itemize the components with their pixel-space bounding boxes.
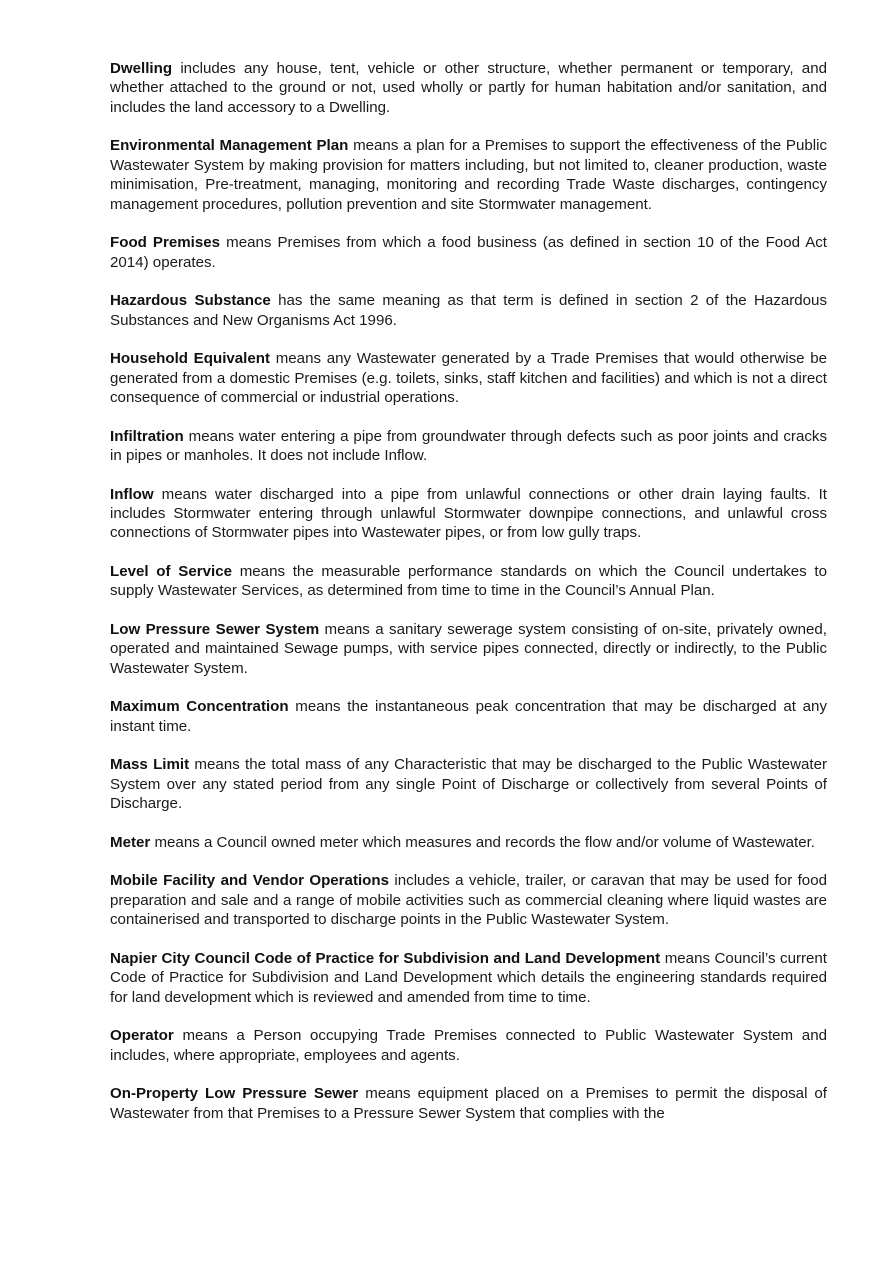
- definition-text: means equipment placed on a Premises to permit the disposal of Wastewater from that Premises to a Pressure Sewer System that complies with the: [110, 1085, 827, 1122]
- definition-term: Inflow: [110, 485, 154, 503]
- definition-mass-limit: [110, 755, 827, 813]
- definition-term: Mass Limit: [110, 756, 190, 774]
- definition-text: has the same meaning as that term is defined in section 2 of the Hazardous Substances and New Organisms Act 1996.: [110, 292, 827, 329]
- definition-hazardous-substance: [110, 291, 827, 330]
- definition-text: means water entering a pipe from groundwater through defects such as poor joints and cracks in pipes or manholes. It does not include Inflow.: [110, 427, 827, 465]
- definition-text: means a plan for a Premises to support the effectiveness of the Public Wastewater System by making provision for matters including, but not limited to, cleaner production, waste minimisation, Pre-treatment, managing, monitoring and recording Trade Waste discharges, contingency management procedures, pollution prevention and site Stormwater management.: [110, 137, 828, 213]
- definition-term: Maximum Concentration: [110, 698, 289, 716]
- definition-text: means Premises from which a food business (as defined in section 10 of the Food Act 2014) operates.: [110, 234, 828, 271]
- definition-text: means the total mass of any Characteristic that may be discharged to the Public Wastewater System over any stated period from any single Point of Discharge or collectively from several Points of Discharge.: [110, 756, 827, 813]
- definition-term: Infiltration: [110, 427, 184, 445]
- definition-term: Meter: [110, 833, 151, 851]
- definition-term: Napier City Council Code of Practice for Subdivision and Land Development: [110, 949, 661, 967]
- definition-term: Dwelling: [110, 60, 173, 77]
- definition-text: means a Council owned meter which measures and records the flow and/or volume of Wastewater.: [150, 833, 815, 851]
- definition-term: Environmental Management Plan: [110, 137, 349, 155]
- definition-operator: [110, 1026, 827, 1065]
- definition-low-pressure-sewer-system: [110, 620, 827, 678]
- definition-term: Mobile Facility and Vendor Operations: [110, 872, 390, 890]
- definition-mobile-facility-and-vendor-operations: [110, 871, 827, 929]
- definition-text: means the instantaneous peak concentration that may be discharged at any instant time.: [110, 698, 827, 735]
- definition-term: Operator: [110, 1027, 174, 1045]
- definition-text: means Council’s current Code of Practice for Subdivision and Land Development which details the engineering standards required for land development which is reviewed and amended from time to time.: [110, 949, 828, 1006]
- definition-food-premises: [110, 233, 827, 272]
- definition-dwelling: [110, 59, 827, 117]
- definition-environmental-management-plan: [110, 136, 827, 214]
- definition-term: Hazardous Substance: [110, 292, 271, 310]
- definition-text: includes any house, tent, vehicle or other structure, whether permanent or temporary, and whether attached to the ground or not, used wholly or partly for human habitation and/or sanitation, and includes the land accessory to a Dwelling.: [110, 60, 827, 116]
- definition-term: Low Pressure Sewer System: [110, 621, 320, 639]
- definition-household-equivalent: [110, 349, 827, 407]
- definition-text: means water discharged into a pipe from unlawful connections or other drain laying faults. It includes Stormwater entering through unlawful Stormwater downpipe connections, and unlawful cross connections of Stormwater pipes into Wastewater pipes, or from low gully traps.: [110, 485, 827, 542]
- definition-inflow: [110, 485, 827, 543]
- definition-infiltration: [110, 427, 827, 466]
- definition-text: means a sanitary sewerage system consisting of on-site, privately owned, operated and maintained Sewage pumps, with service pipes connected, directly or indirectly, to the Public Wastewater System.: [110, 621, 827, 677]
- definition-term: Food Premises: [110, 234, 221, 252]
- definition-meter: [110, 833, 827, 852]
- definition-on-property-low-pressure-sewer: [110, 1084, 827, 1123]
- definition-term: Level of Service: [110, 563, 232, 581]
- definition-text: includes a vehicle, trailer, or caravan that may be used for food preparation and sale and a range of mobile activities such as commercial cleaning where liquid wastes are containerised and transported to discharge points in the Public Wastewater System.: [110, 872, 827, 929]
- definition-text: means the measurable performance standards on which the Council undertakes to supply Wastewater Services, as determined from time to time in the Council’s Annual Plan.: [110, 563, 828, 600]
- definition-napier-code-of-practice: [110, 949, 827, 1007]
- definition-term: Household Equivalent: [110, 350, 271, 368]
- definition-text: means a Person occupying Trade Premises connected to Public Wastewater System and includes, where appropriate, employees and agents.: [110, 1027, 827, 1064]
- definition-term: On-Property Low Pressure Sewer: [110, 1085, 359, 1103]
- definition-maximum-concentration: [110, 697, 827, 736]
- definition-text: means any Wastewater generated by a Trade Premises that would otherwise be generated from a domestic Premises (e.g. toilets, sinks, staff kitchen and facilities) and which is not a direct consequence of commercial or industrial operations.: [110, 350, 828, 407]
- definition-level-of-service: [110, 562, 827, 601]
